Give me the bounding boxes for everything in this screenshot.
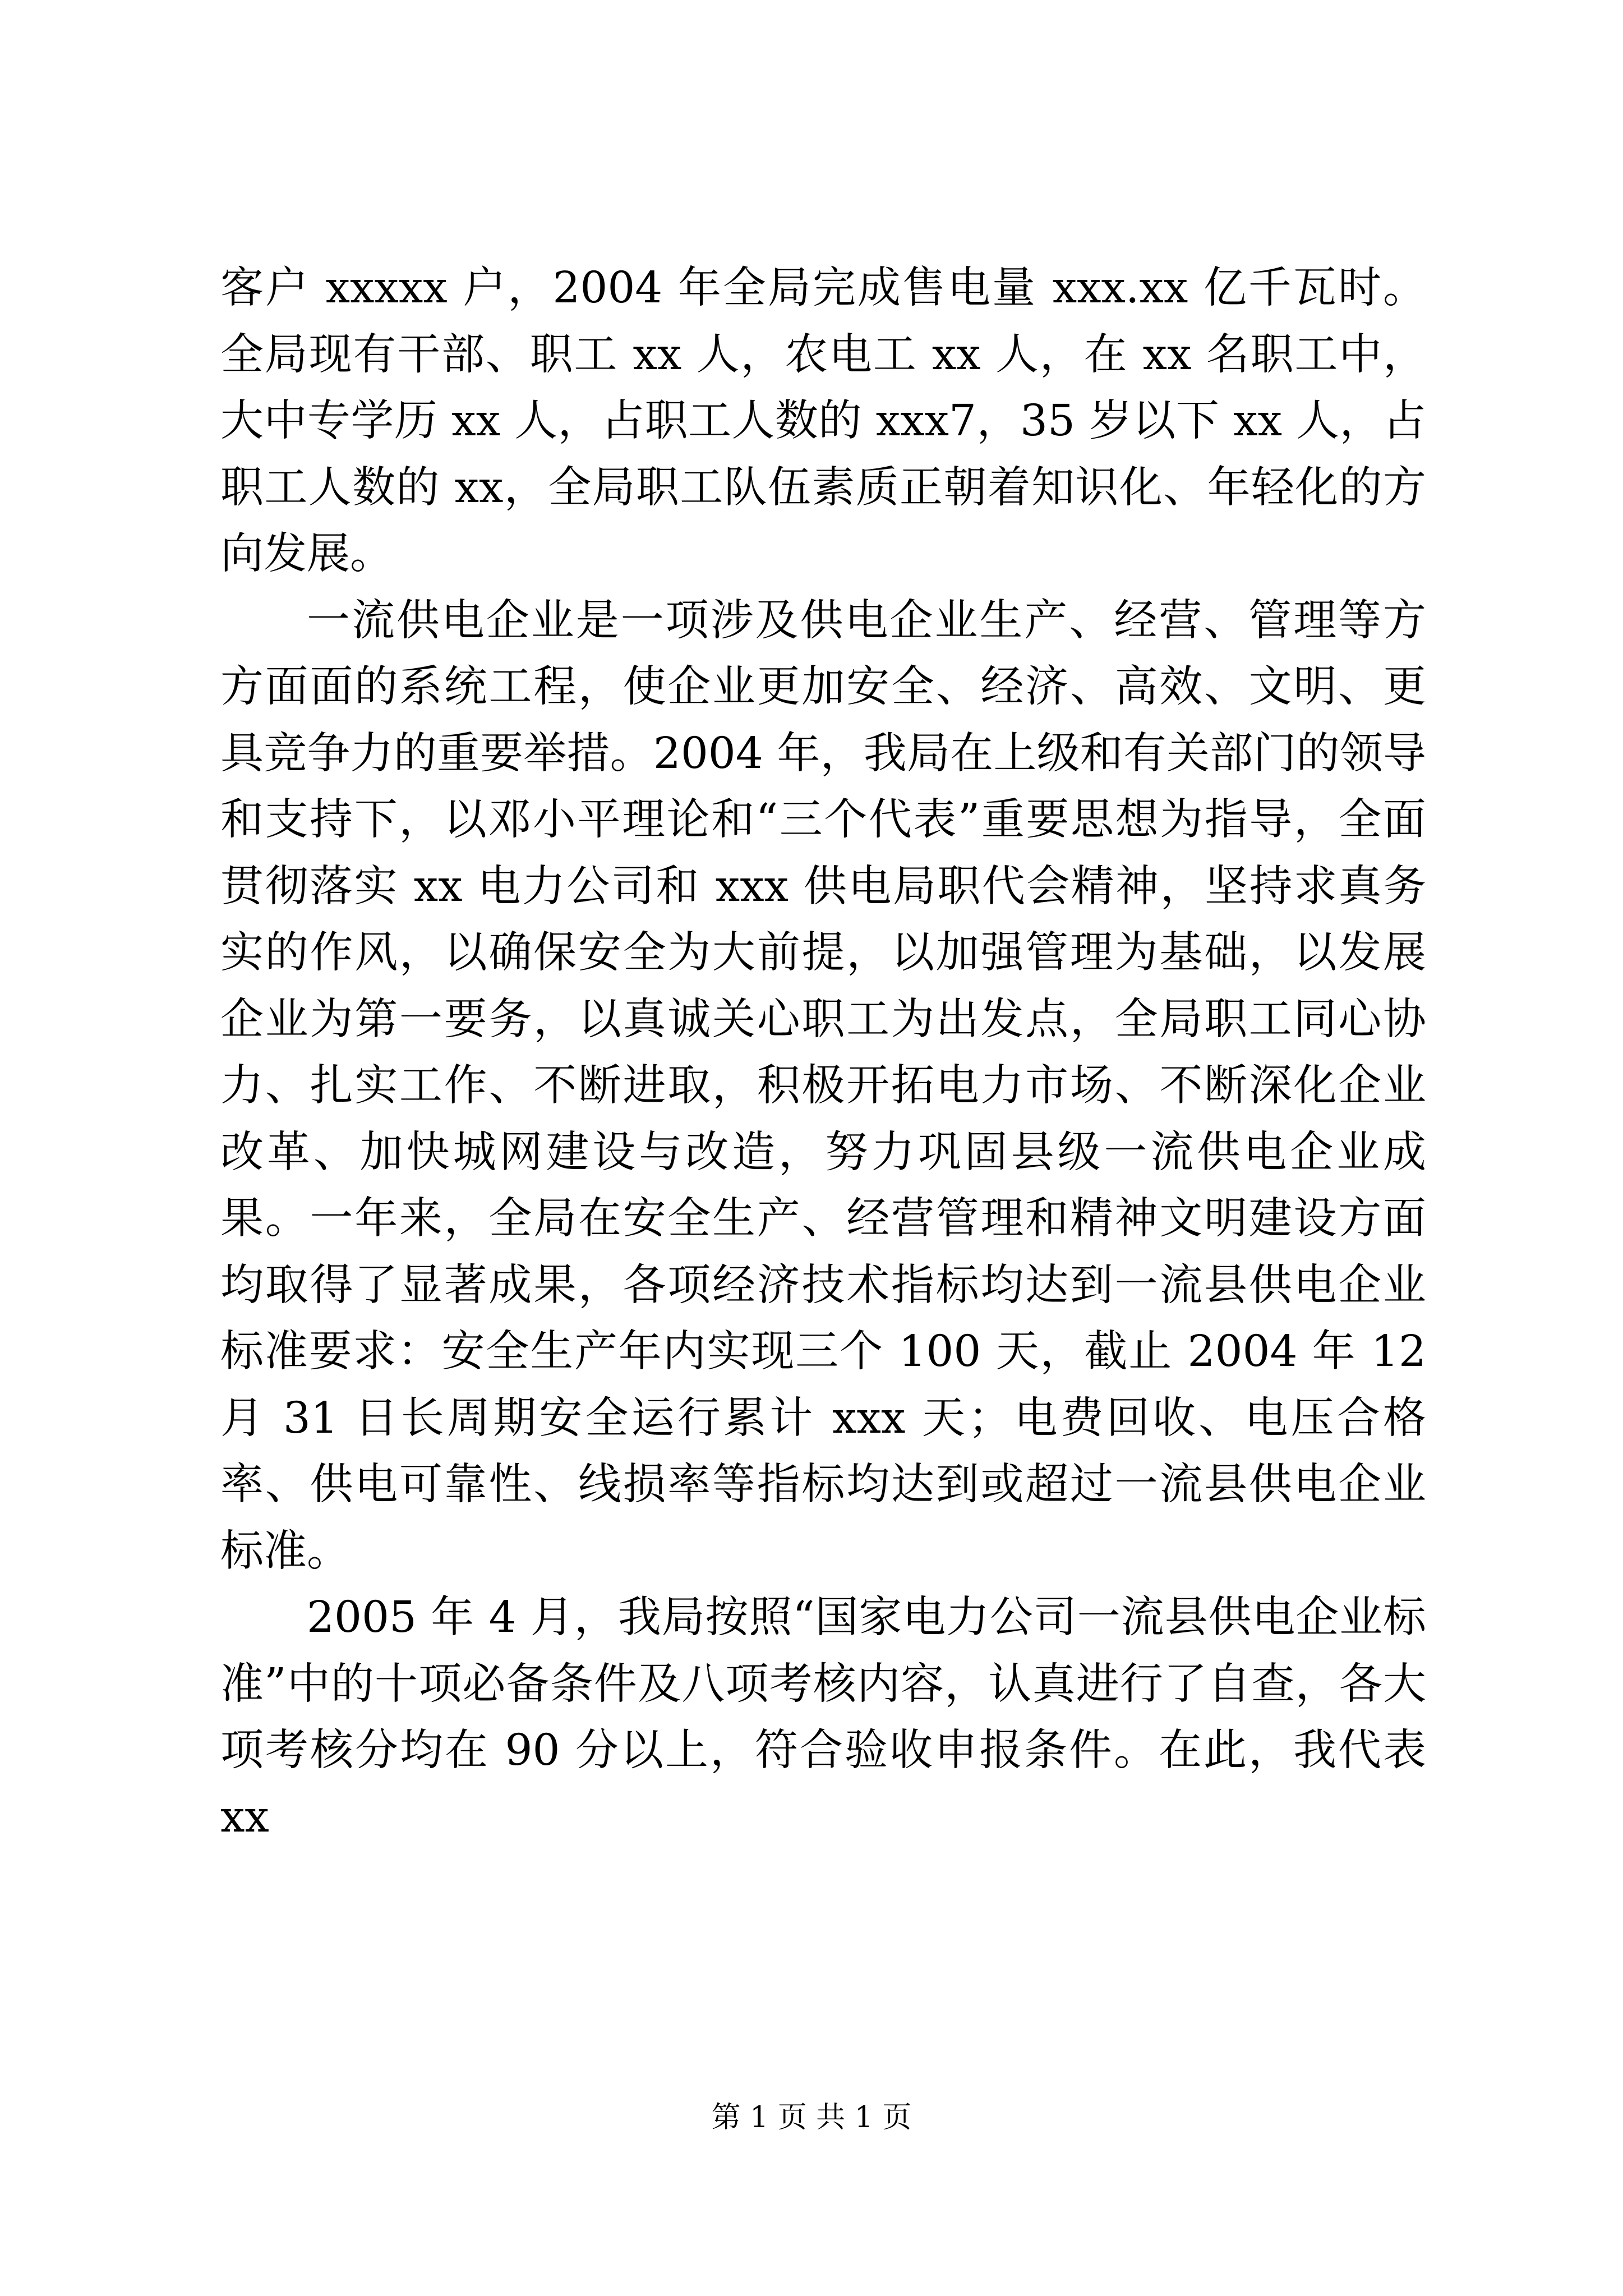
page-footer: 第 1 页 共 1 页: [711, 2101, 912, 2134]
paragraph-1: 客户 xxxxx 户，2004 年全局完成售电量 xxx.xx 亿千瓦时。全局现有干部、职工 xx 人，农电工 xx 人，在 xx 名职工中，大中专学历 xx 人，占职工人数的 xxx7，35 岁以下 xx 人，占职工人数的 xx，全局职工队伍素质正朝着知识化、年轻化的方向发展。: [220, 263, 1427, 579]
paragraph-2: 一流供电企业是一项涉及供电企业生产、经营、管理等方方面面的系统工程，使企业更加安全、经济、高效、文明、更具竞争力的重要举措。2004 年，我局在上级和有关部门的领导和支持下，以邓小平理论和“三个代表”重要思想为指导，全面贯彻落实 xx 电力公司和 xxx 供电局职代会精神，坚持求真务实的作风，以确保安全为大前提，以加强管理为基础，以发展企业为第一要务，以真诚关心职工为出发点，全局职工同心协力、扎实工作、不断进取，积极开拓电力市场、不断深化企业改革、加快城网建设与改造，努力巩固县级一流供电企业成果。一年来，全局在安全生产、经营管理和精神文明建设方面均取得了显著成果，各项经济技术指标均达到一流县供电企业标准要求：安全生产年内实现三个 100 天，截止 2004 年 12 月 31 日长周期安全运行累计 xxx 天；电费回收、电压合格率、供电可靠性、线损率等指标均达到或超过一流县供电企业标准。: [220, 595, 1426, 1576]
paragraph-3: 2005 年 4 月，我局按照“国家电力公司一流县供电企业标准”中的十项必备条件及八项考核内容，认真进行了自查，各大项考核分均在 90 分以上，符合验收申报条件。在此，我代表 xx: [220, 1593, 1426, 1842]
document-body: [220, 255, 1426, 1851]
